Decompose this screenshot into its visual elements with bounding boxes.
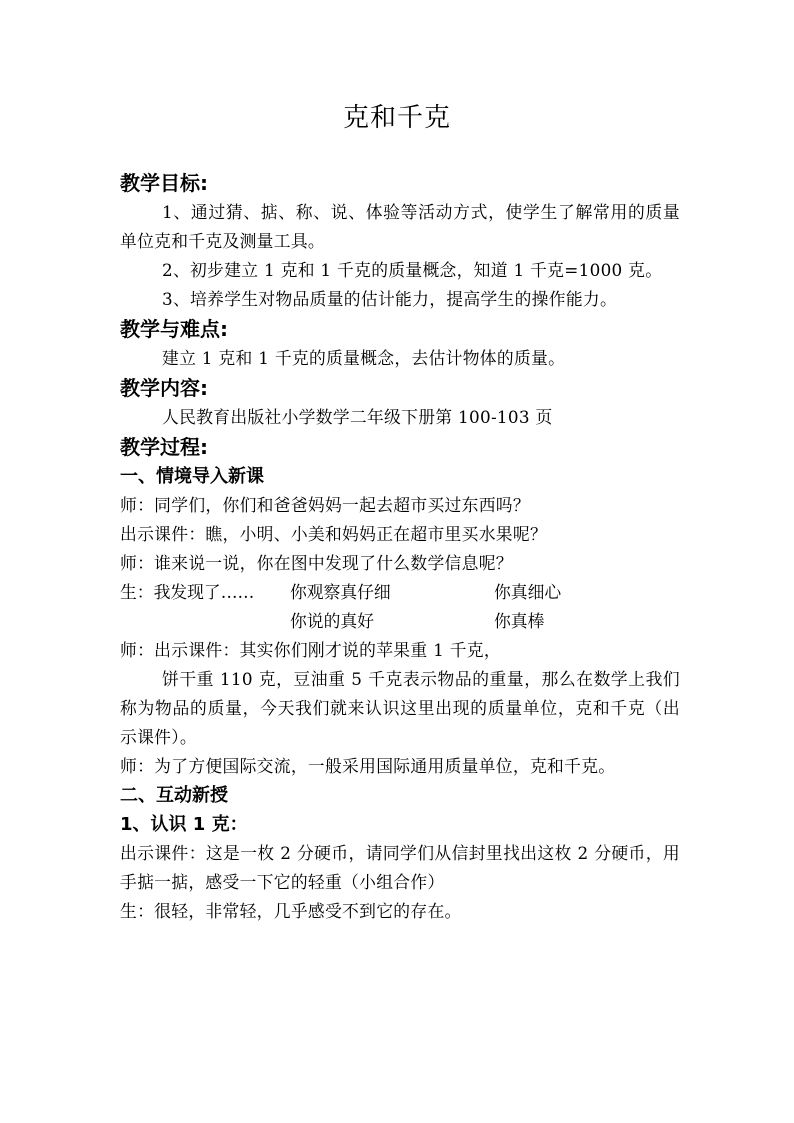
section1-heading: 一、情境导入新课 (120, 466, 264, 487)
praise-text: 你真棒 (494, 611, 545, 631)
content-heading: 教学内容: (120, 376, 208, 400)
subsection1-heading: 1、认识 1 克： (120, 814, 248, 835)
objectives-heading: 教学目标: (120, 171, 208, 195)
teacher-line-2: 师：为了方便国际交流，一般采用国际通用质量单位，克和千克。 (120, 756, 616, 776)
teacher-continuation: 饼干重 110 克，豆油重 5 千克表示物品的重量，那么在数学上我们称为物品的质量，今天我们就来认识这里出现的质量单位，克和千克（出示课件）。 (120, 669, 680, 747)
document-body (120, 168, 680, 926)
student-response-row-1 (120, 578, 680, 607)
difficulty-heading: 教学与难点: (120, 317, 228, 341)
student-response-row-2 (120, 607, 680, 636)
content-text: 人民教育出版社小学数学二年级下册第 100-103 页 (162, 407, 553, 427)
subsection1-text: 出示课件：这是一枚 2 分硬币，请同学们从信封里找出这枚 2 分硬币，用手掂一掂，感受一下它的轻重（小组合作） (120, 843, 680, 892)
dialogue-line-1: 师：同学们，你们和爸爸妈妈一起去超市买过东西吗？ (120, 495, 530, 515)
dialogue-line-2: 出示课件：瞧，小明、小美和妈妈正在超市里买水果呢？ (120, 524, 548, 544)
section2-heading: 二、互动新授 (120, 785, 228, 806)
process-heading: 教学过程: (120, 435, 208, 459)
document-title: 克和千克 (342, 103, 451, 133)
difficulty-text: 建立 1 克和 1 千克的质量概念，去估计物体的质量。 (162, 348, 566, 368)
teacher-line: 师：出示课件：其实你们刚才说的苹果重 1 千克， (120, 640, 501, 660)
objective-item-3: 3、培养学生对物品质量的估计能力，提高学生的操作能力。 (162, 289, 618, 309)
objective-item-2: 2、初步建立 1 克和 1 千克的质量概念，知道 1 千克=1000 克。 (162, 260, 663, 280)
student-prefix: 生：我发现了…… (120, 582, 255, 602)
objective-item-1: 1、通过猜、掂、称、说、体验等活动方式，使学生了解常用的质量单位克和千克及测量工具。 (120, 202, 680, 251)
praise-text: 你说的真好 (290, 611, 374, 631)
praise-text: 你真细心 (494, 582, 562, 602)
praise-text: 你观察真仔细 (290, 582, 391, 602)
spacer (120, 607, 290, 636)
subsection1-student: 生：很轻，非常轻，几乎感受不到它的存在。 (120, 901, 462, 921)
dialogue-line-3: 师：谁来说一说，你在图中发现了什么数学信息呢？ (120, 553, 513, 573)
